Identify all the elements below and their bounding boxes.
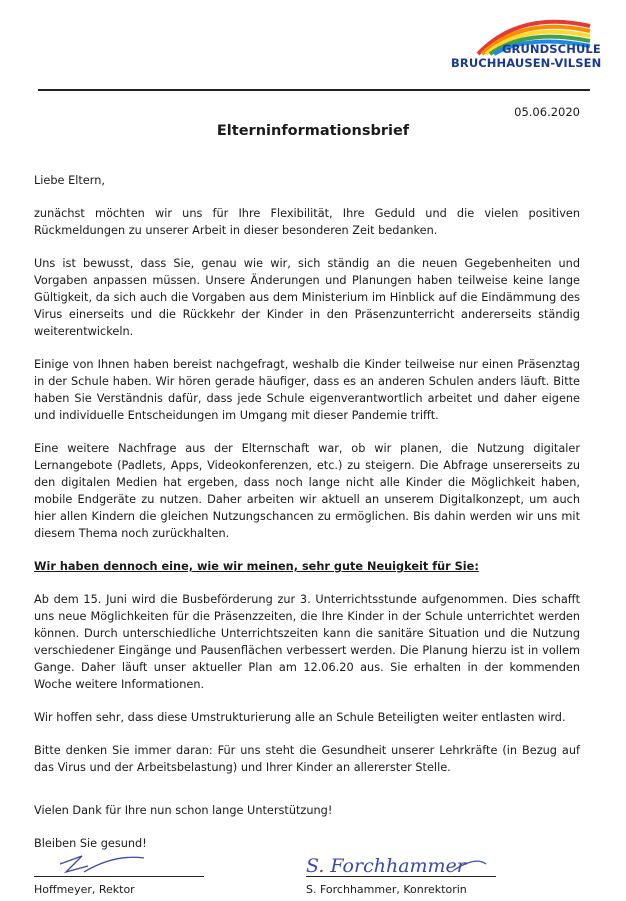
signer-right-name: S. Forchhammer, Konrektorin	[306, 883, 467, 896]
paragraph-presence-days: Einige von Ihnen haben bereist nachgefragt, weshalb die Kinder teilweise nur einen Präsenztag in der Schule haben. Wir hören gerade häufiger, dass es an anderen Schulen anders läuft. Bitte haben Sie Verständnis dafür, dass jede Schule eigenverantwortlich arbeitet und daher eigene und individuelle Entscheidungen im Umgang mit dieser Pandemie trifft.	[34, 358, 580, 422]
thanks-line: Vielen Dank für Ihre nun schon lange Unterstützung!	[34, 804, 333, 817]
handwritten-signature-icon	[304, 846, 494, 880]
paragraph-adjustments: Uns ist bewusst, dass Sie, genau wie wir, sich ständig an die neuen Gegebenheiten und Vorgaben anpassen müssen. Unsere Änderungen und Planungen haben teilweise keine lange Gültigkeit, da sich auch die Vorgaben aus dem Ministerium im Hinblick auf die Eindämmung des Virus einerseits und die Rückkehr der Kinder in den Präsenzunterricht andererseits ständig weiterentwickeln.	[34, 257, 580, 338]
header-divider	[38, 89, 590, 91]
school-logo	[440, 16, 600, 74]
paragraph-health: Bitte denken Sie immer daran: Für uns steht die Gesundheit unserer Lehrkräfte (in Bezug auf das Virus und der Arbeitsbelastung) und Ihrer Kinder an allererster Stelle.	[34, 744, 580, 774]
logo-school-name: GRUNDSCHULE	[502, 42, 601, 56]
letter-date: 05.06.2020	[514, 105, 580, 119]
signer-left-name: Hoffmeyer, Rektor	[34, 883, 135, 896]
paragraph-relief: Wir hoffen sehr, dass diese Umstrukturierung alle an Schule Beteiligten weiter entlasten wird.	[34, 711, 566, 724]
handwriting-text: S. Forchhammer	[306, 855, 466, 877]
handwritten-signature-icon	[54, 850, 164, 880]
paragraph-bus: Ab dem 15. Juni wird die Busbeförderung zur 3. Unterrichtsstunde aufgenommen. Dies schafft uns neue Möglichkeiten für die Präsenzzeiten, die Ihre Kinder in der Schule unterrichtet werden können. Durch unterschiedliche Unterrichtszeiten kann die sanitäre Situation und die Nutzung verschiedener Eingänge und Pausenflächen verbessert werden. Die Planung hierzu ist in vollem Gange. Daher läuft unser aktueller Plan am 12.06.20 aus. Sie erhalten in der kommenden Woche weitere Informationen.	[34, 593, 580, 691]
logo-school-town: BRUCHHAUSEN-VILSEN	[451, 56, 602, 70]
signature-rektor	[34, 846, 204, 896]
letter-body	[34, 172, 580, 868]
paragraph-digital: Eine weitere Nachfrage aus der Elternschaft war, ob wir planen, die Nutzung digitaler Lernangebote (Padlets, Apps, Videokonferenzen, etc.) zu steigern. Die Abfrage unsererseits zu den digitalen Medien hat ergeben, dass noch lange nicht alle Kinder die Möglichkeit haben, mobile Endgeräte zu nutzen. Daher arbeiten wir aktuell an unserem Digitalkonzept, um auch hier allen Kindern die gleichen Nutzungschancen zu ermöglichen. Bis dahin werden wir uns mit diesem Thema noch zurückhalten.	[34, 442, 580, 540]
closing-line: Bleiben Sie gesund!	[34, 837, 147, 850]
highlight-news: Wir haben dennoch eine, wie wir meinen, sehr gute Neuigkeit für Sie:	[34, 560, 479, 573]
signature-konrektorin	[306, 846, 496, 896]
paragraph-thanks: zunächst möchten wir uns für Ihre Flexibilität, Ihre Geduld und die vielen positiven Rückmeldungen zu unserer Arbeit in dieser besonderen Zeit bedanken.	[34, 207, 580, 237]
greeting: Liebe Eltern,	[34, 174, 105, 187]
letter-title: Elterninformationsbrief	[216, 123, 410, 139]
